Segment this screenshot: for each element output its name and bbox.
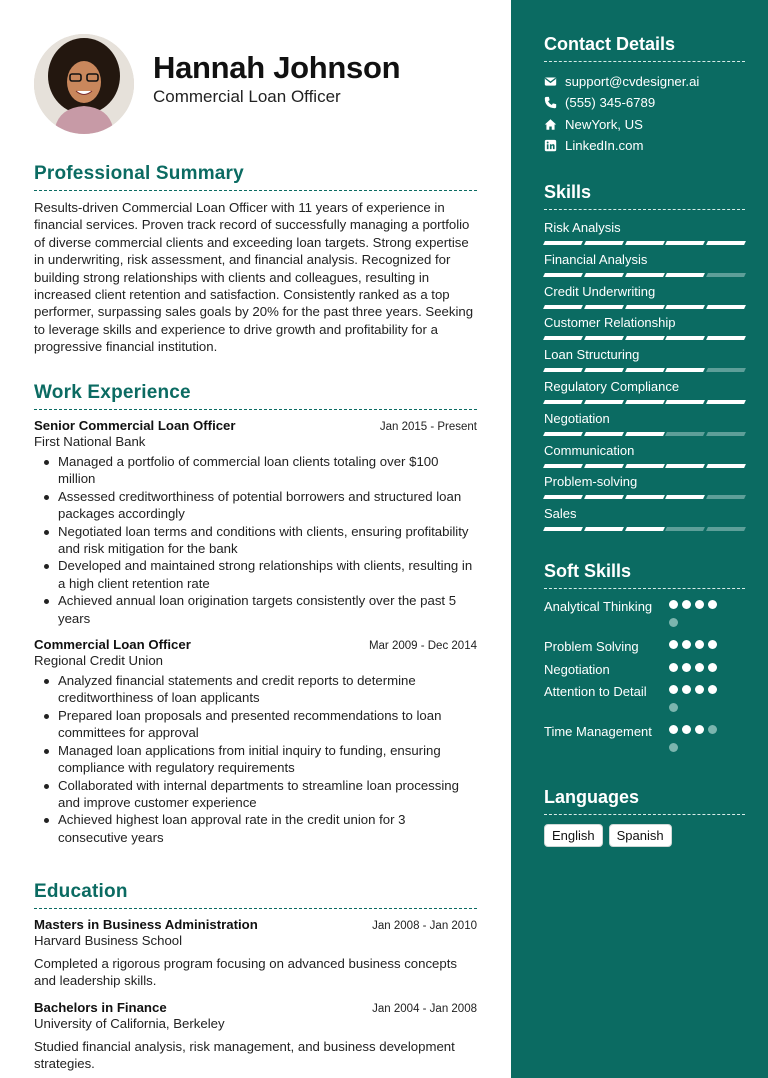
bullet-item: Managed loan applications from initial inquiry to funding, ensuring compliance with regulatory requirements — [34, 742, 477, 777]
soft-skill-rating — [669, 725, 717, 734]
skill-level-segment — [665, 432, 705, 436]
rating-dot — [708, 725, 717, 734]
job-entry — [34, 418, 477, 627]
languages-list — [544, 824, 745, 847]
degree-date: Jan 2004 - Jan 2008 — [372, 1002, 477, 1015]
soft-skill-item — [544, 598, 745, 638]
skill-level-segment — [706, 336, 746, 340]
skill-level-segment — [665, 241, 705, 245]
education-section — [34, 881, 477, 1078]
skill-level-segment — [543, 241, 583, 245]
soft-skill-item — [544, 723, 745, 763]
skill-level-segment — [584, 368, 624, 372]
skill-item — [544, 219, 745, 251]
rating-dot — [669, 685, 678, 694]
job-title: Commercial Loan Officer — [34, 637, 191, 653]
skill-level-segment — [584, 305, 624, 309]
skill-name: Credit Underwriting — [544, 283, 656, 299]
rating-dot — [708, 685, 717, 694]
rating-dot — [682, 663, 691, 672]
rating-dot — [708, 600, 717, 609]
degree-title: Bachelors in Finance — [34, 999, 167, 1015]
bullet-item: Achieved annual loan origination targets consistently over the past 5 years — [34, 592, 477, 627]
rating-dot — [669, 725, 678, 734]
job-bullets — [34, 672, 477, 846]
rating-dot — [682, 685, 691, 694]
skill-level-segment — [665, 368, 705, 372]
rating-dot — [695, 640, 704, 649]
summary-text: Results-driven Commercial Loan Officer with 11 years of experience in financial services. Proven track record of successfully managing a portfolio of diverse commercial clients and exceeding loan targets. Strong expertise in underwriting, risk assessment, and financial analysis. Recognized for building strong relationships with clients and colleagues, resulting in increased client retention and satisfaction. Consistently ranked as a top performer, surpassing sales goals by 20% for the past three years. Seeking to leverage skills and experience to drive growth and profitability for a progressive financial institution. — [34, 200, 474, 355]
languages-section — [544, 787, 745, 847]
skill-level-segment — [706, 464, 746, 468]
skill-level-segment — [706, 368, 746, 372]
skill-level-segment — [625, 305, 665, 309]
degree-date: Jan 2008 - Jan 2010 — [372, 920, 477, 932]
bullet-item: Negotiated loan terms and conditions with clients, ensuring profitability and risk mitigation for the bank — [34, 523, 477, 558]
job-date: Mar 2009 - Dec 2014 — [368, 640, 477, 653]
soft-skill-rating-extra — [669, 703, 678, 712]
skill-level-segment — [665, 273, 705, 277]
experience-section — [34, 382, 477, 856]
skill-level-segment — [706, 305, 746, 309]
bullet-item: Prepared loan proposals and presented recommendations to loan committees for approval — [34, 707, 477, 742]
soft-skill-rating — [669, 600, 717, 609]
bullet-item: Achieved highest loan approval rate in the credit union for 3 consecutive years — [34, 811, 477, 846]
experience-heading: Work Experience — [34, 382, 477, 410]
degree-title: Masters in Business Administration — [34, 917, 258, 932]
soft-skill-rating — [669, 640, 717, 649]
linkedin-icon — [544, 139, 557, 152]
skill-item — [544, 505, 745, 537]
skill-level-segment — [584, 241, 624, 245]
soft-skill-rating — [669, 685, 717, 694]
skill-level-segment — [706, 527, 746, 531]
rating-dot — [708, 663, 717, 672]
skill-level-segment — [665, 527, 705, 531]
skill-level-segment — [543, 368, 583, 372]
skill-name: Sales — [544, 506, 577, 522]
soft-skill-item — [544, 683, 745, 723]
linkedin-text: LinkedIn.com — [565, 138, 644, 154]
soft-skill-item — [544, 638, 745, 661]
skill-level-segment — [665, 400, 705, 404]
skill-level-segment — [625, 368, 665, 372]
skill-level-segment — [625, 464, 665, 468]
skill-name: Regulatory Compliance — [544, 378, 680, 394]
contact-linkedin[interactable] — [544, 135, 745, 156]
skill-item — [544, 473, 745, 505]
skill-name: Loan Structuring — [544, 347, 640, 363]
skill-level-segment — [706, 241, 746, 245]
skill-item — [544, 346, 745, 378]
rating-dot — [682, 600, 691, 609]
skill-level-bar — [544, 527, 745, 531]
soft-skill-rating-extra — [669, 743, 678, 752]
skill-level-segment — [584, 495, 624, 499]
skills-list — [544, 219, 745, 537]
skill-name: Customer Relationship — [544, 315, 676, 331]
skill-level-bar — [544, 273, 745, 277]
skill-level-segment — [625, 273, 665, 277]
education-entry — [34, 1000, 477, 1073]
skill-item — [544, 442, 745, 474]
bullet-item: Managed a portfolio of commercial loan clients totaling over $100 million — [34, 453, 477, 488]
skill-item — [544, 410, 745, 442]
skill-level-bar — [544, 336, 745, 340]
job-entry — [34, 637, 477, 846]
skill-level-segment — [584, 527, 624, 531]
skill-item — [544, 378, 745, 410]
skill-name: Problem-solving — [544, 474, 638, 490]
skill-level-segment — [543, 273, 583, 277]
skill-level-segment — [625, 495, 665, 499]
school-name: Harvard Business School — [34, 933, 183, 948]
soft-skill-name: Time Management — [544, 724, 652, 739]
skill-level-segment — [543, 495, 583, 499]
soft-skill-name: Problem Solving — [544, 639, 639, 654]
bullet-item: Assessed creditworthiness of potential borrowers and structured loan packages accordingly — [34, 488, 477, 523]
skill-level-segment — [543, 305, 583, 309]
profile-photo — [34, 34, 134, 134]
skill-level-segment — [665, 464, 705, 468]
contact-heading: Contact Details — [544, 34, 745, 62]
soft-skill-item — [544, 661, 745, 683]
soft-skills-section — [544, 561, 745, 763]
rating-dot — [695, 725, 704, 734]
skill-level-bar — [544, 464, 745, 468]
language-badge: Spanish — [609, 824, 672, 847]
skill-item — [544, 314, 745, 346]
soft-skill-name: Attention to Detail — [544, 684, 647, 699]
degree-description: Completed a rigorous program focusing on advanced business concepts and leadership skills. — [34, 956, 457, 989]
skill-level-segment — [584, 336, 624, 340]
soft-skill-rating — [669, 663, 717, 672]
skill-level-segment — [543, 400, 583, 404]
skill-item — [544, 251, 745, 283]
phone-icon — [544, 96, 557, 109]
skill-level-segment — [625, 241, 665, 245]
skill-level-segment — [706, 273, 746, 277]
skill-level-segment — [706, 495, 746, 499]
language-badge: English — [544, 824, 603, 847]
soft-skill-name: Analytical Thinking — [544, 599, 653, 614]
bullet-item: Analyzed financial statements and credit reports to determine creditworthiness of loan applicants — [34, 672, 477, 707]
skill-level-bar — [544, 432, 745, 436]
skill-level-segment — [625, 400, 665, 404]
skill-level-segment — [625, 336, 665, 340]
job-org: Regional Credit Union — [34, 653, 164, 669]
school-name: University of California, Berkeley — [34, 1015, 225, 1031]
languages-heading: Languages — [544, 787, 745, 815]
email-icon — [544, 75, 557, 88]
skill-level-segment — [543, 432, 583, 436]
skill-level-bar — [544, 241, 745, 245]
education-entry — [34, 917, 477, 990]
job-org: First National Bank — [34, 434, 146, 449]
rating-dot — [669, 640, 678, 649]
education-heading: Education — [34, 881, 477, 909]
rating-dot — [695, 685, 704, 694]
skill-level-segment — [706, 432, 746, 436]
candidate-title: Commercial Loan Officer — [153, 87, 341, 106]
job-bullets — [34, 453, 477, 627]
soft-skill-rating-extra — [669, 618, 678, 627]
email-text: support@cvdesigner.ai — [565, 74, 700, 90]
summary-heading: Professional Summary — [34, 163, 477, 191]
contact-section — [544, 34, 745, 156]
skill-item — [544, 283, 745, 315]
skill-name: Negotiation — [544, 410, 610, 426]
skill-level-segment — [706, 400, 746, 404]
rating-dot — [695, 663, 704, 672]
skill-level-segment — [543, 336, 583, 340]
skill-level-segment — [584, 400, 624, 404]
skill-name: Communication — [544, 442, 635, 458]
skills-section — [544, 182, 745, 537]
job-title: Senior Commercial Loan Officer — [34, 418, 236, 433]
rating-dot — [682, 725, 691, 734]
rating-dot — [669, 618, 678, 627]
soft-skill-name: Negotiation — [544, 662, 610, 677]
location-text: NewYork, US — [565, 116, 643, 132]
skill-level-segment — [625, 527, 665, 531]
rating-dot — [669, 663, 678, 672]
contact-phone[interactable] — [544, 92, 745, 113]
phone-text: (555) 345-6789 — [565, 95, 656, 111]
skill-level-segment — [543, 464, 583, 468]
skills-heading: Skills — [544, 182, 745, 210]
skill-level-segment — [625, 432, 665, 436]
skill-level-bar — [544, 368, 745, 372]
rating-dot — [669, 743, 678, 752]
skill-name: Financial Analysis — [544, 251, 648, 267]
home-icon — [544, 118, 557, 131]
skill-level-segment — [665, 495, 705, 499]
bullet-item: Developed and maintained strong relationships with clients, resulting in a high client retention rate — [34, 557, 477, 592]
rating-dot — [669, 600, 678, 609]
sidebar — [511, 0, 768, 1078]
contact-email[interactable] — [544, 71, 745, 92]
skill-level-bar — [544, 495, 745, 499]
contact-location — [544, 114, 745, 135]
skill-level-segment — [584, 273, 624, 277]
job-date: Jan 2015 - Present — [379, 421, 477, 433]
summary-section — [34, 163, 477, 356]
skill-level-bar — [544, 305, 745, 309]
skill-level-bar — [544, 400, 745, 404]
soft-skills-heading: Soft Skills — [544, 561, 745, 589]
rating-dot — [708, 640, 717, 649]
skill-level-segment — [584, 464, 624, 468]
rating-dot — [682, 640, 691, 649]
degree-description: Studied financial analysis, risk management, and business development strategies. — [34, 1038, 455, 1072]
bullet-item: Collaborated with internal departments to streamline loan processing and improve customer experience — [34, 777, 477, 812]
skill-level-segment — [665, 336, 705, 340]
skill-level-segment — [584, 432, 624, 436]
skill-level-segment — [665, 305, 705, 309]
rating-dot — [695, 600, 704, 609]
soft-skills-list — [544, 598, 745, 763]
skill-name: Risk Analysis — [544, 220, 621, 235]
skill-level-segment — [543, 527, 583, 531]
rating-dot — [669, 703, 678, 712]
candidate-name: Hannah Johnson — [153, 50, 401, 85]
